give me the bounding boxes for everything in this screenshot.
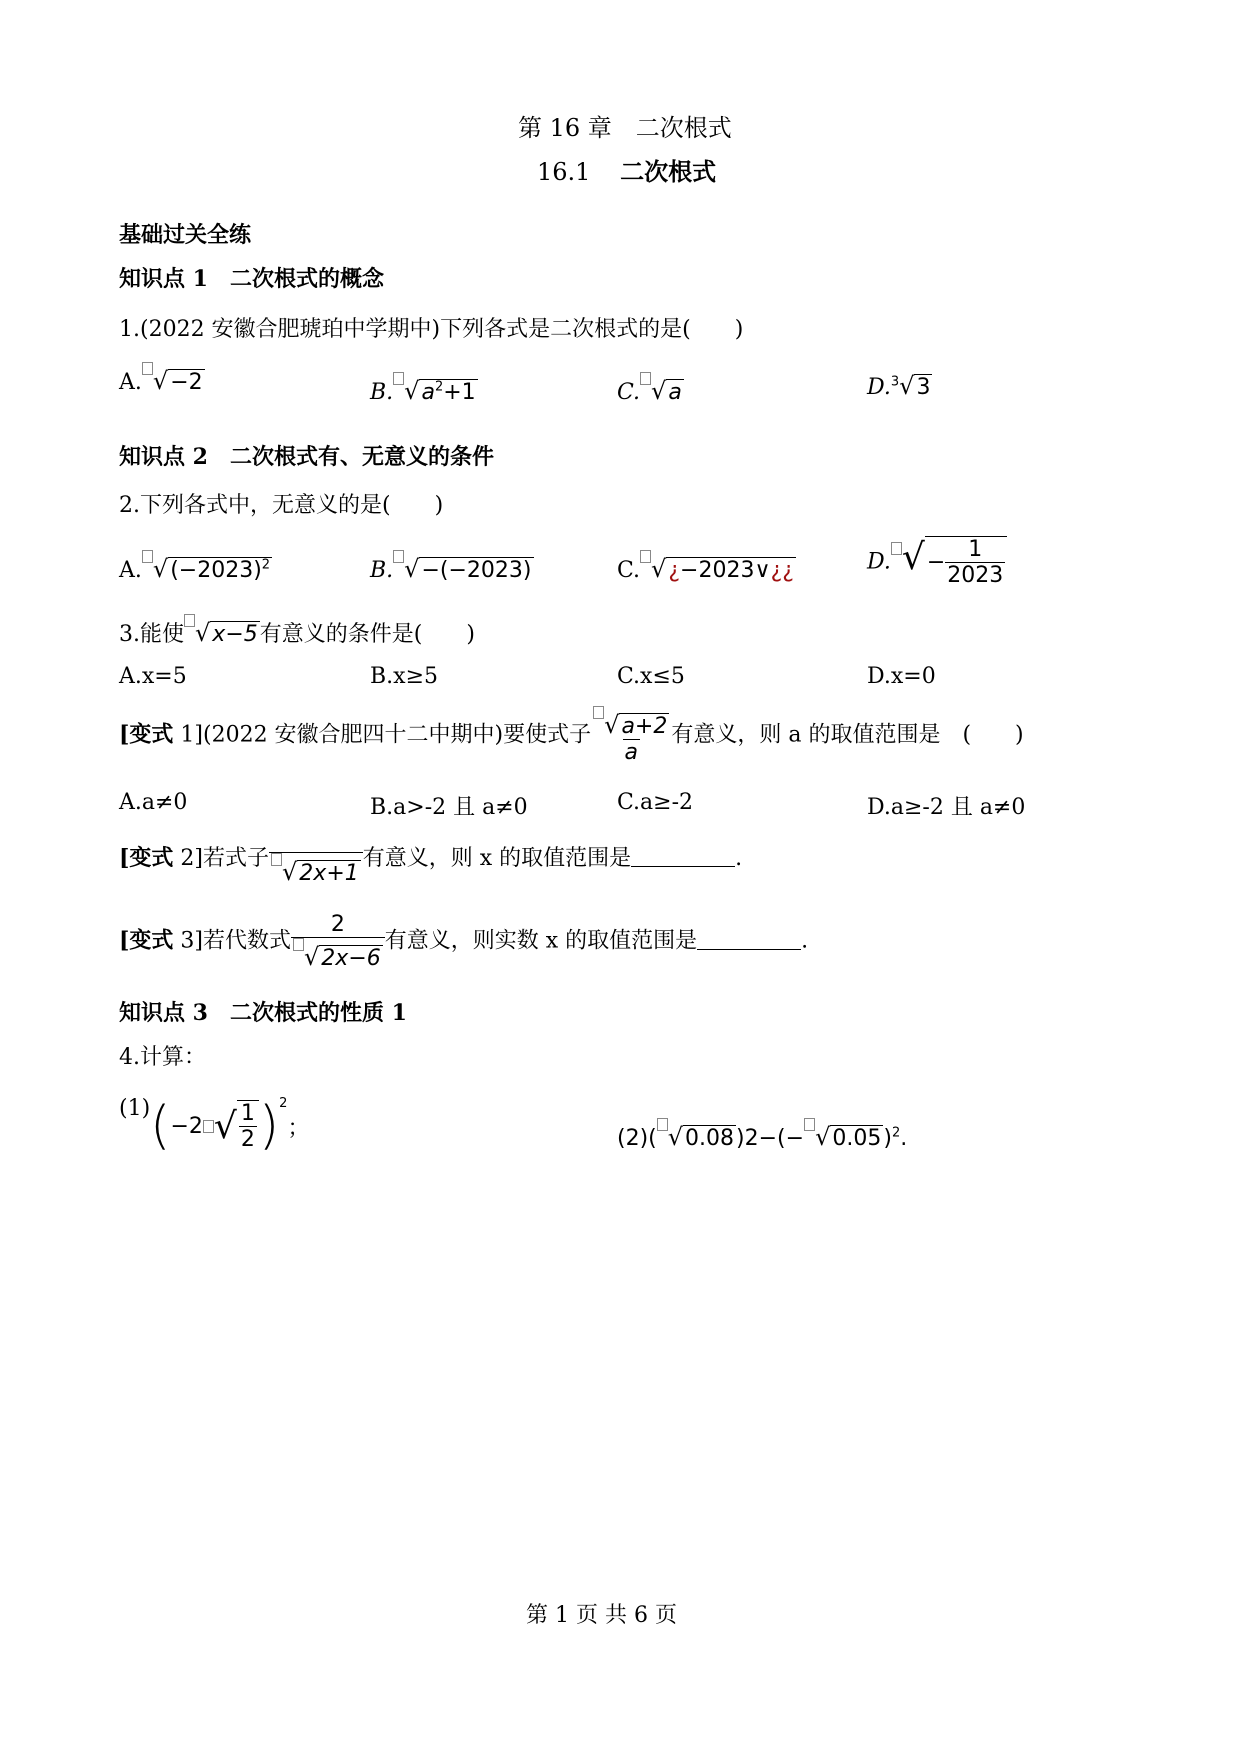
q3-stem: 3.能使 √x−5有意义的条件是( ) — [119, 614, 475, 648]
q4-stem: 4.计算： — [119, 1045, 206, 1070]
variant2-stem: [变式 2]若式子 √2x+1 有意义，则 x 的取值范围是 . — [119, 845, 743, 886]
q2-option-c: C. √¿−2023∨¿¿ — [617, 550, 796, 583]
section-title — [537, 152, 716, 187]
page-footer: 第 1 页 共 6 页 — [526, 1603, 677, 1628]
q1-option-c: C. √a — [617, 372, 684, 405]
q3-option-d: D.x=0 — [867, 664, 936, 689]
section-number: 16.1 — [537, 158, 591, 186]
kp2-heading: 知识点 2 二次根式有、无意义的条件 — [119, 444, 494, 470]
variant1-option-d: D.a≥-2 且 a≠0 — [867, 795, 1026, 820]
q1-option-d: D.$^3$√3 — [867, 372, 931, 400]
q2-option-a: A. $√(-2023)^2$ — [119, 550, 272, 583]
q4-part1: (1) ( −2 √ $\frac{1}{2}$ ) $^2$ ； — [119, 1096, 310, 1156]
q3-option-c: C.x≤5 — [617, 664, 685, 689]
kp1-heading: 知识点 1 二次根式的概念 — [119, 266, 384, 292]
variant3-stem: [变式 3]若代数式 $\frac{2}{√2x-6}$ 有意义，则实数 x 的取值范围是 . — [119, 912, 809, 971]
variant1-option-b: B.a>-2 且 a≠0 — [370, 795, 528, 820]
variant3-answer-blank[interactable] — [697, 927, 801, 950]
q1-option-b: B. $√a^2+1$ — [370, 372, 478, 405]
variant1-option-a: A.a≠0 — [119, 790, 188, 815]
variant1-option-c: C.a≥-2 — [617, 790, 694, 815]
section-name: 二次根式 — [620, 157, 717, 186]
q3-option-b: B.x≥5 — [370, 664, 438, 689]
q4-part2: (2)( $√0.08)2-(- √0.05)^2$. — [617, 1118, 907, 1151]
variant2-answer-blank[interactable] — [631, 844, 735, 867]
q1-option-a: A. √−2 — [119, 362, 205, 395]
q2-option-b: B. √−(−2023) — [370, 550, 534, 583]
part-heading: 基础过关全练 — [119, 222, 252, 248]
q1-stem: 1.(2022 安徽合肥琥珀中学期中)下列各式是二次根式的是( ) — [119, 317, 744, 342]
kp3-heading: 知识点 3 二次根式的性质 1 — [119, 1000, 407, 1026]
q2-option-d: D. √ − $\frac{1}{2023}$ — [867, 536, 1007, 588]
variant1-stem: [变式 1](2022 安徽合肥四十二中期中)要使式子 $\frac{√a+2}{a}$ 有意义，则 a 的取值范围是 ( ) — [119, 706, 1024, 765]
q2-stem: 2.下列各式中，无意义的是( ) — [119, 493, 444, 518]
q3-option-a: A.x=5 — [119, 664, 187, 689]
chapter-title: 第 16 章 二次根式 — [518, 114, 732, 142]
